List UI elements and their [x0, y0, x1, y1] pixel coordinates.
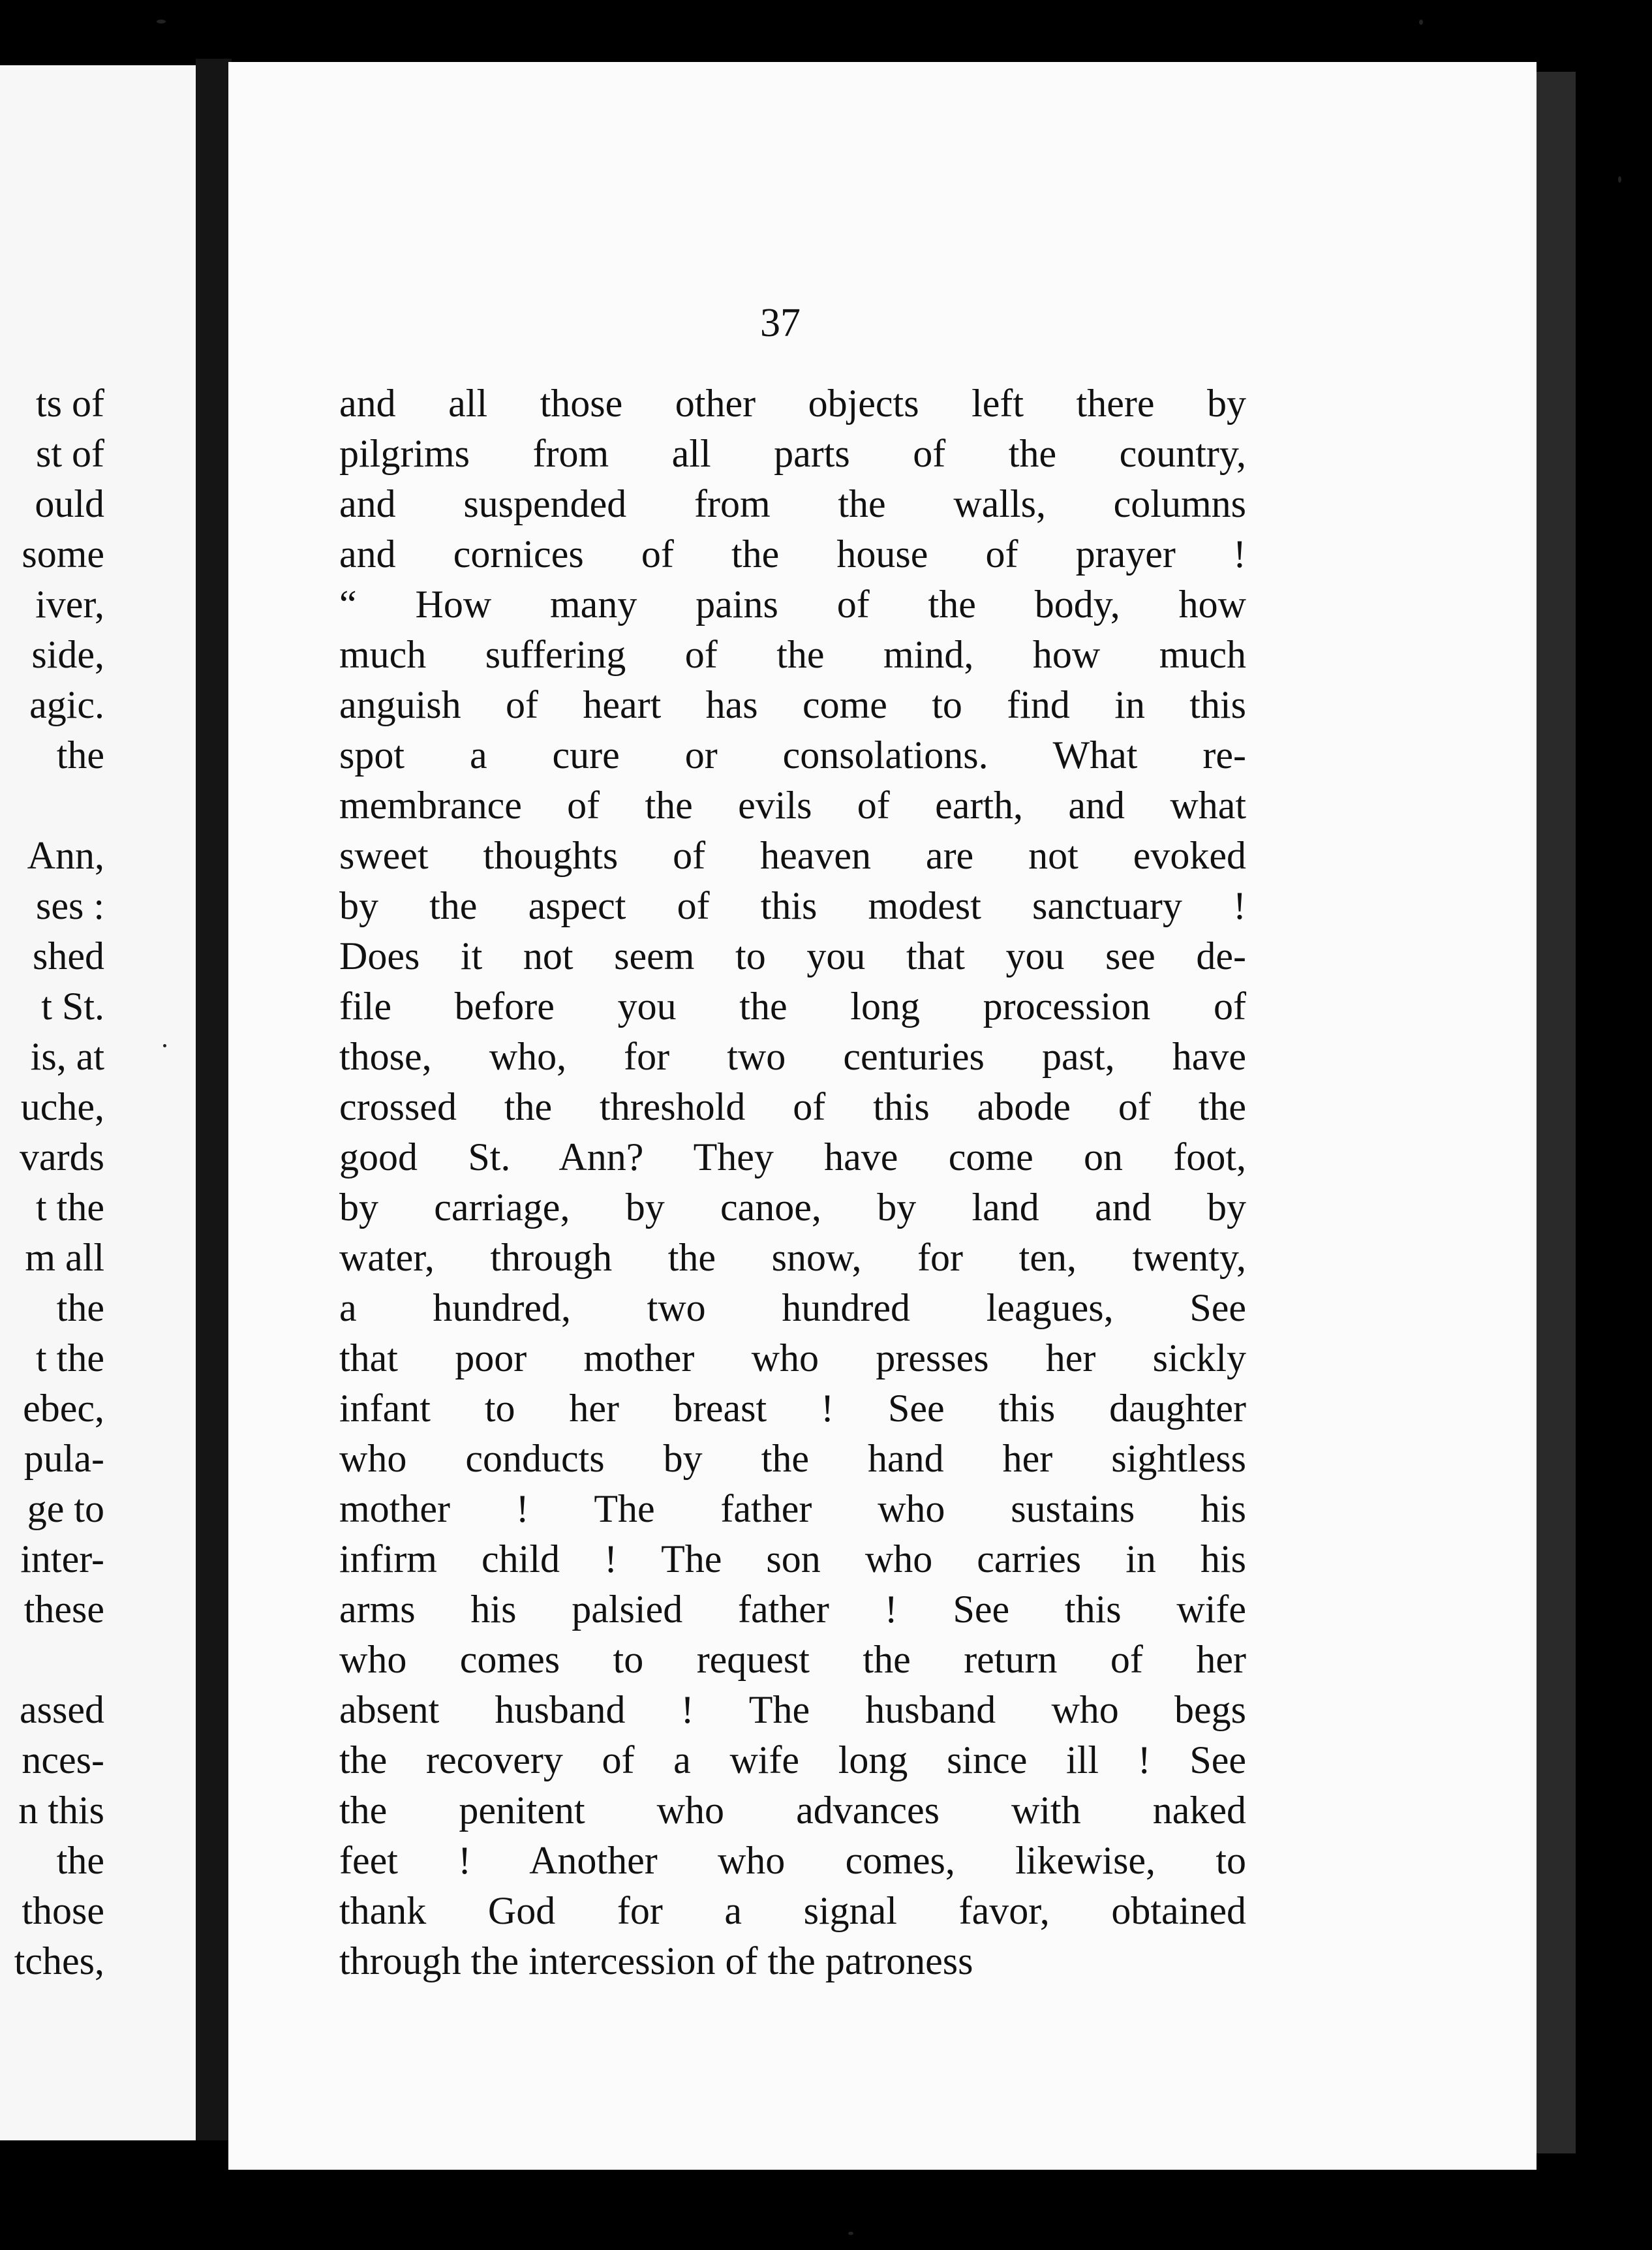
left-page-fragment-line: t St. [41, 985, 104, 1028]
text-line: feet ! Another who comes, likewise, to [339, 1839, 1246, 1882]
text-line: the recovery of a wife long since ill ! See [339, 1738, 1246, 1781]
scan-speck [848, 2232, 853, 2235]
page-number: 37 [760, 301, 801, 345]
text-line: arms his palsied father ! See this wife [339, 1588, 1246, 1631]
text-line: and suspended from the walls, columns [339, 482, 1246, 525]
text-line: and all those other objects left there by [339, 382, 1246, 425]
text-line: absent husband ! The husband who begs [339, 1688, 1246, 1731]
left-page-fragment-line: Ann, [27, 834, 104, 877]
left-page-fragment-line: those [22, 1889, 104, 1932]
text-line: “ How many pains of the body, how [339, 583, 1246, 626]
book-gutter [196, 59, 232, 2140]
text-line: much suffering of the mind, how much [339, 633, 1246, 676]
text-line: by carriage, by canoe, by land and by [339, 1186, 1246, 1229]
left-page-fragment-line: uche, [20, 1085, 104, 1128]
left-page-fragment-line [0, 1635, 104, 1685]
text-line: a hundred, two hundred leagues, See [339, 1286, 1246, 1329]
scan-speck [1618, 176, 1621, 183]
text-line: mother ! The father who sustains his [339, 1487, 1246, 1530]
text-line: infirm child ! The son who carries in his [339, 1537, 1246, 1580]
text-line: membrance of the evils of earth, and what [339, 784, 1246, 827]
left-page-fragment-line: assed [20, 1688, 104, 1731]
left-page-fragment-line: these [23, 1588, 104, 1631]
text-line: thank God for a signal favor, obtained [339, 1889, 1246, 1932]
left-page-fragment-line: nces- [22, 1738, 104, 1781]
left-page-fragment-line: t the [36, 1336, 104, 1379]
text-line: who comes to request the return of her [339, 1638, 1246, 1681]
scan-speck [1419, 20, 1423, 25]
left-page-fragment-line: ses : [36, 884, 104, 927]
text-line: the penitent who advances with naked [339, 1789, 1246, 1832]
left-page-fragment-line: agic. [29, 683, 104, 726]
left-page-fragment-line: t the [36, 1186, 104, 1229]
text-line: by the aspect of this modest sanctuary ! [339, 884, 1246, 927]
left-page-fragment-line [0, 780, 104, 831]
left-page-fragment-line: st of [36, 432, 104, 475]
text-line: good St. Ann? They have come on foot, [339, 1135, 1246, 1179]
text-line: that poor mother who presses her sickly [339, 1336, 1246, 1379]
left-page-fragment-line: is, at [30, 1035, 104, 1078]
left-page-fragment-line: the [56, 1286, 104, 1329]
text-line: anguish of heart has come to find in this [339, 683, 1246, 726]
left-page-fragment-line: m all [25, 1236, 104, 1279]
text-line: spot a cure or consolations. What re- [339, 733, 1246, 777]
text-line: who conducts by the hand her sightless [339, 1437, 1246, 1480]
left-page-fragment-line: the [56, 1839, 104, 1882]
left-page-fragment-line: some [22, 532, 104, 576]
text-line: file before you the long procession of [339, 985, 1246, 1028]
text-line: through the intercession of the patroness [339, 1939, 973, 1982]
text-line: Does it not seem to you that you see de- [339, 934, 1246, 978]
left-page-fragment-line: iver, [35, 583, 104, 626]
text-line: sweet thoughts of heaven are not evoked [339, 834, 1246, 877]
left-page-fragment-line: shed [33, 934, 104, 978]
right-page-text [339, 378, 1246, 1986]
left-page-fragment-line: ge to [27, 1487, 104, 1530]
left-page-fragment-line: ts of [36, 382, 104, 425]
left-page-text [0, 378, 104, 1986]
left-page-fragment-line: inter- [20, 1537, 104, 1580]
left-page-fragment-line: side, [31, 633, 104, 676]
text-line: water, through the snow, for ten, twenty, [339, 1236, 1246, 1279]
text-line: crossed the threshold of this abode of the [339, 1085, 1246, 1128]
left-page-fragment-line: the [56, 733, 104, 777]
text-line: those, who, for two centuries past, have [339, 1035, 1246, 1078]
left-page-fragment-line: pula- [23, 1437, 104, 1480]
left-page-fragment-line: ould [35, 482, 104, 525]
text-line: infant to her breast ! See this daughter [339, 1387, 1246, 1430]
text-line: pilgrims from all parts of the country, [339, 432, 1246, 475]
page-edge [1537, 72, 1576, 2153]
left-page-fragment-line: tches, [14, 1939, 104, 1982]
text-line: and cornices of the house of prayer ! [339, 532, 1246, 576]
scan-speck [163, 1044, 166, 1047]
left-page-fragment-line: ebec, [23, 1387, 104, 1430]
left-page-fragment-line: n this [18, 1789, 104, 1832]
left-page-fragment-line: vards [20, 1135, 104, 1179]
scan-speck [157, 20, 166, 23]
